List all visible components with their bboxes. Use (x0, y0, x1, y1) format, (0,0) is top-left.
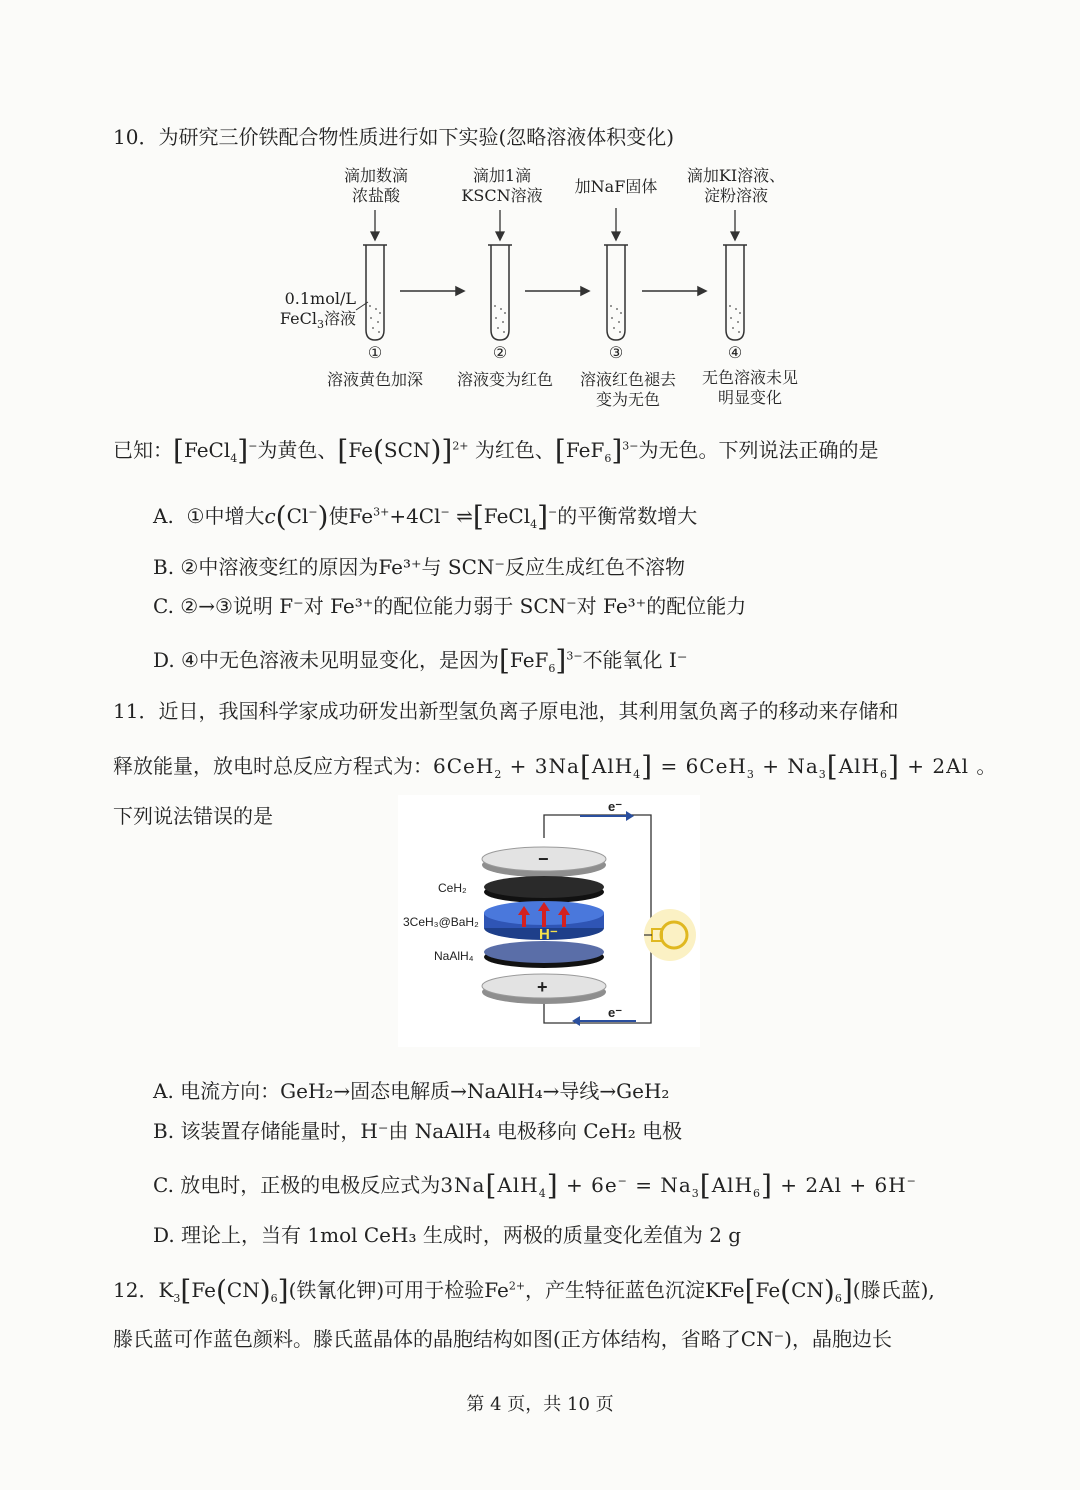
q11-stem-line2: 释放能量，放电时总反应方程式为：$6CeH_2 + 3Na[AlH_4] = 6CeH_3 + Na_3[AlH_6] + 2Al$ 。 (113, 750, 998, 783)
page-footer: 第 4 页，共 10 页 (466, 1394, 614, 1415)
step2-observation: 溶液变为红色 (456, 370, 553, 389)
solution-label: 0.1mol/L FeCl$_3$溶液 (279, 289, 356, 332)
q10-known: 已知：[FeCl$_4$]−为黄色、$[Fe(SCN)]^{2+}$ 为红色、$[FeF_6]^{3-}$为无色。下列说法正确的是 (113, 434, 879, 467)
layer-ceh2-label: CeH₂ (438, 881, 467, 895)
step4-reagent: 滴加KI溶液、 淀粉溶液 (686, 166, 786, 205)
step4-number: ④ (727, 343, 743, 362)
positive-sign: + (537, 977, 548, 997)
battery-figure (398, 795, 700, 1047)
step1-observation: 溶液黄色加深 (326, 370, 423, 389)
q10-option-d: D. ④中无色溶液未见明显变化，是因为$[FeF_6]^{3-}$不能氧化 I⁻ (153, 644, 688, 677)
q10-stem: 10．为研究三价铁配合物性质进行如下实验(忽略溶液体积变化) (113, 125, 675, 149)
step1-number: ① (367, 343, 383, 362)
step2-number: ② (492, 343, 508, 362)
q11-stem-line1: 11．近日，我国科学家成功研发出新型氢负离子原电池，其利用氢负离子的移动来存储和 (113, 699, 899, 723)
negative-sign: − (538, 849, 549, 869)
q12-stem-line2: 滕氏蓝可作蓝色颜料。滕氏蓝晶体的晶胞结构如图(正方体结构，省略了CN⁻)，晶胞边长 (113, 1327, 892, 1351)
electron-label-bottom: e⁻ (608, 1005, 623, 1020)
step3-number: ③ (608, 343, 624, 362)
q10-option-c: C. ②→③说明 F⁻对 Fe³⁺的配位能力弱于 SCN⁻对 Fe³⁺的配位能力 (153, 594, 747, 618)
q11-option-a: A. 电流方向：GeH₂→固态电解质→NaAlH₄→导线→GeH₂ (153, 1079, 670, 1103)
q10-option-a: A. ①中增大c(Cl−)使$Fe^{3+}+4Cl^-$ ⇌[FeCl$_4$]−的平衡常数增大 (153, 500, 698, 533)
step4-observation: 无色溶液未见 明显变化 (701, 368, 798, 407)
layer-electrolyte-label: 3CeH₃@BaH₂ (403, 915, 479, 929)
q11-option-d: D. 理论上，当有 1mol CeH₃ 生成时，两极的质量变化差值为 2 g (153, 1223, 742, 1247)
electron-label-top: e⁻ (608, 799, 623, 814)
layer-naalh4-label: NaAlH₄ (434, 949, 474, 963)
q11-option-b: B. 该装置存储能量时，H⁻由 NaAlH₄ 电极移向 CeH₂ 电极 (153, 1119, 683, 1143)
step1-reagent: 滴加数滴 浓盐酸 (343, 166, 408, 205)
q11-option-c: C. 放电时，正极的电极反应式为$3Na[AlH_4] + 6e^- = Na_3[AlH_6] + 2Al + 6H^-$ (153, 1169, 917, 1202)
step3-observation: 溶液红色褪去 变为无色 (579, 370, 676, 409)
q12-stem-line1: 12．$K_3[Fe(CN)_6]$(铁氰化钾)可用于检验$Fe^{2+}$，产生特征蓝色沉淀$KFe[Fe(CN)_6]$(滕氏蓝), (113, 1274, 935, 1307)
q11-stem-line3: 下列说法错误的是 (113, 804, 273, 828)
step2-reagent: 滴加1滴 KSCN溶液 (461, 166, 543, 205)
step3-reagent: 加NaF固体 (574, 177, 658, 196)
q10-option-b: B. ②中溶液变红的原因为Fe³⁺与 SCN⁻反应生成红色不溶物 (153, 555, 685, 579)
test-tubes-and-arrows (0, 0, 1080, 420)
hydride-ion-label: H⁻ (539, 926, 558, 943)
